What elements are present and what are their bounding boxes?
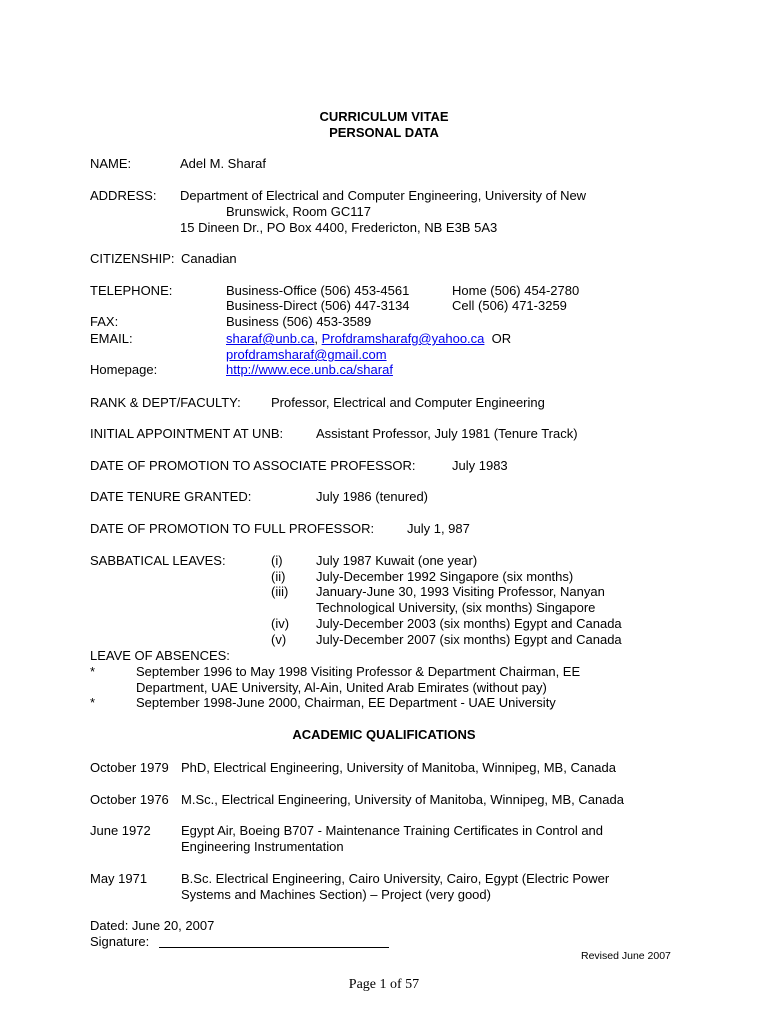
sabbatical-num-4: (iv): [271, 616, 290, 631]
rank-label: RANK & DEPT/FACULTY:: [90, 395, 241, 410]
fax-label: FAX:: [90, 314, 119, 329]
email-line2: [226, 347, 387, 363]
leave-text-2: September 1998-June 2000, Chairman, EE Department - UAE University: [136, 695, 556, 710]
initial-appointment-label: INITIAL APPOINTMENT AT UNB:: [90, 426, 284, 441]
academic-heading: ACADEMIC QUALIFICATIONS: [292, 727, 476, 742]
address-line2: Brunswick, Room GC117: [226, 204, 371, 219]
promotion-full-label: DATE OF PROMOTION TO FULL PROFESSOR:: [90, 521, 375, 536]
homepage-link[interactable]: http://www.ece.unb.ca/sharaf: [226, 362, 393, 377]
leave-text-1b: Department, UAE University, Al-Ain, United Arab Emirates (without pay): [136, 680, 547, 695]
address-label: ADDRESS:: [90, 188, 157, 203]
citizenship-label: CITIZENSHIP:: [90, 251, 175, 266]
email-link-yahoo[interactable]: Profdramsharafg@yahoo.ca: [321, 331, 485, 346]
academic-text-4: B.Sc. Electrical Engineering, Cairo University, Cairo, Egypt (Electric Power: [181, 871, 610, 886]
email-link-unb[interactable]: sharaf@unb.ca: [226, 331, 315, 346]
sabbatical-num-3: (iii): [271, 584, 289, 599]
sabbatical-text-2: July-December 1992 Singapore (six months): [316, 569, 574, 584]
fax-value: Business (506) 453-3589: [226, 314, 372, 329]
leave-text-1: September 1996 to May 1998 Visiting Professor & Department Chairman, EE: [136, 664, 581, 679]
homepage-label: Homepage:: [90, 362, 158, 377]
citizenship-value: Canadian: [181, 251, 237, 266]
leave-label: LEAVE OF ABSENCES:: [90, 648, 230, 663]
address-line1: Department of Electrical and Computer Engineering, University of New: [180, 188, 587, 203]
email-line: [226, 331, 511, 347]
sabbatical-label: SABBATICAL LEAVES:: [90, 553, 226, 568]
phone-cell: Cell (506) 471-3259: [452, 298, 567, 313]
tenure-value: July 1986 (tenured): [316, 489, 429, 504]
address-line3: 15 Dineen Dr., PO Box 4400, Fredericton, NB E3B 5A3: [180, 220, 498, 235]
name-value: Adel M. Sharaf: [180, 156, 266, 171]
sabbatical-text-1: July 1987 Kuwait (one year): [316, 553, 478, 568]
signature-label: Signature:: [90, 934, 150, 949]
sabbatical-num-5: (v): [271, 632, 287, 647]
sabbatical-num-1: (i): [271, 553, 283, 568]
academic-date-1: October 1979: [90, 760, 169, 775]
promotion-associate-value: July 1983: [452, 458, 508, 473]
promotion-full-value: July 1, 987: [407, 521, 470, 536]
document-subtitle: PERSONAL DATA: [329, 125, 439, 140]
academic-text-3b: Engineering Instrumentation: [181, 839, 344, 854]
sabbatical-text-3b: Technological University, (six months) Singapore: [316, 600, 596, 615]
academic-date-2: October 1976: [90, 792, 169, 807]
phone-home: Home (506) 454-2780: [452, 283, 580, 298]
sabbatical-text-4: July-December 2003 (six months) Egypt and Canada: [316, 616, 622, 631]
document-title: CURRICULUM VITAE: [319, 109, 449, 124]
name-label: NAME:: [90, 156, 132, 171]
phone-business-direct: Business-Direct (506) 447-3134: [226, 298, 410, 313]
email-label: EMAIL:: [90, 331, 133, 346]
promotion-associate-label: DATE OF PROMOTION TO ASSOCIATE PROFESSOR:: [90, 458, 416, 473]
email-link-gmail[interactable]: profdramsharaf@gmail.com: [226, 347, 387, 362]
revised-note: Revised June 2007: [581, 950, 671, 962]
initial-appointment-value: Assistant Professor, July 1981 (Tenure Track): [316, 426, 578, 441]
leave-bullet-1: *: [90, 664, 96, 679]
email-separator: ,: [314, 331, 318, 346]
academic-text-1: PhD, Electrical Engineering, University of Manitoba, Winnipeg, MB, Canada: [181, 760, 616, 775]
academic-text-4b: Systems and Machines Section) – Project (very good): [181, 887, 491, 902]
page-footer: Page 1 of 57: [348, 977, 420, 992]
sabbatical-text-5: July-December 2007 (six months) Egypt and Canada: [316, 632, 622, 647]
tenure-label: DATE TENURE GRANTED:: [90, 489, 252, 504]
academic-date-3: June 1972: [90, 823, 151, 838]
leave-bullet-2: *: [90, 695, 96, 710]
dated-text: Dated: June 20, 2007: [90, 918, 215, 933]
signature-line: [159, 947, 389, 948]
email-or: OR: [491, 331, 512, 346]
sabbatical-text-3: January-June 30, 1993 Visiting Professor, Nanyan: [316, 584, 605, 599]
academic-text-3: Egypt Air, Boeing B707 - Maintenance Training Certificates in Control and: [181, 823, 604, 838]
academic-text-2: M.Sc., Electrical Engineering, University of Manitoba, Winnipeg, MB, Canada: [181, 792, 624, 807]
homepage-line: [226, 362, 393, 378]
academic-date-4: May 1971: [90, 871, 148, 886]
rank-value: Professor, Electrical and Computer Engineering: [271, 395, 545, 410]
telephone-label: TELEPHONE:: [90, 283, 173, 298]
sabbatical-num-2: (ii): [271, 569, 286, 584]
phone-business-office: Business-Office (506) 453-4561: [226, 283, 410, 298]
